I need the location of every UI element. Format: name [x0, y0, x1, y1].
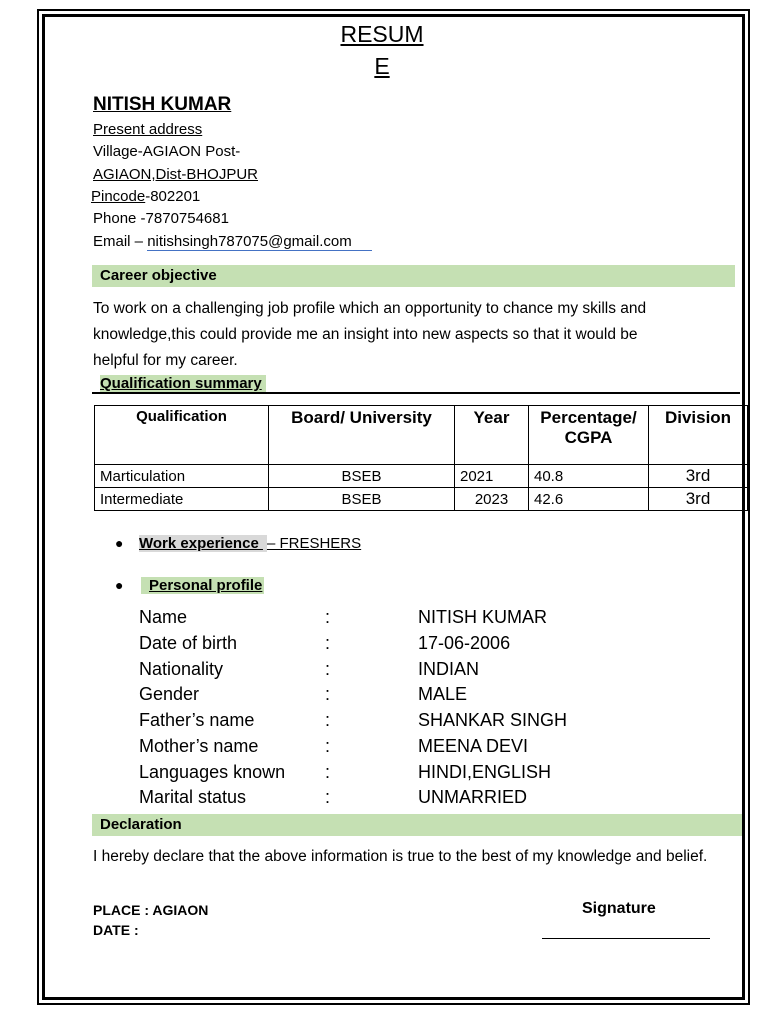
qualification-summary-heading-bar — [92, 374, 740, 394]
address-line2: AGIAON,Dist-BHOJPUR — [93, 166, 259, 183]
table-row — [95, 488, 748, 511]
personal-separator: : — [325, 633, 331, 653]
cell-percentage: 40.8 — [529, 465, 649, 488]
resume-title-line1: RESUM — [340, 21, 424, 47]
pincode-label: Pincode — [91, 188, 146, 205]
personal-label: Nationality — [139, 659, 224, 679]
header-percentage: Percentage/ CGPA — [529, 406, 649, 465]
career-objective-band — [92, 265, 735, 287]
cell-division: 3rd — [649, 488, 748, 511]
personal-separator: : — [325, 710, 331, 730]
bullet-icon: ● — [115, 577, 124, 593]
header-board: Board/ University — [269, 406, 455, 465]
personal-value: SHANKAR SINGH — [418, 710, 568, 730]
personal-value: 17-06-2006 — [418, 633, 511, 653]
cell-year: 2021 — [455, 465, 529, 488]
signature-label: Signature — [582, 900, 656, 917]
personal-value: INDIAN — [418, 659, 480, 679]
place: PLACE : AGIAON — [93, 902, 209, 918]
personal-separator: : — [325, 684, 331, 704]
qualification-table — [94, 405, 748, 511]
cell-qualification: Marticulation — [95, 465, 269, 488]
personal-label: Gender — [139, 684, 200, 704]
personal-label: Father’s name — [139, 710, 255, 730]
bullet-icon: ● — [115, 535, 124, 551]
cell-year: 2023 — [455, 488, 529, 511]
career-objective-text: To work on a challenging job profile which an opportunity to chance my skills and knowledge,this could provide me an insight into new aspects so that it would be helpful for my career. — [93, 300, 647, 369]
phone: Phone -7870754681 — [93, 210, 229, 227]
cell-board: BSEB — [269, 488, 455, 511]
header-division: Division — [649, 406, 748, 465]
date: DATE : — [93, 922, 139, 938]
personal-value: UNMARRIED — [418, 787, 528, 807]
cell-qualification: Intermediate — [95, 488, 269, 511]
personal-separator: : — [325, 659, 331, 679]
header-year: Year — [455, 406, 529, 465]
personal-value: HINDI,ENGLISH — [418, 762, 552, 782]
career-objective-heading: Career objective — [100, 267, 217, 284]
personal-value: NITISH KUMAR — [418, 607, 548, 627]
personal-separator: : — [325, 736, 331, 756]
pincode-value: -802201 — [145, 188, 201, 205]
work-experience — [139, 535, 361, 552]
personal-value: MEENA DEVI — [418, 736, 529, 756]
declaration-text: I hereby declare that the above information is true to the best of my knowledge and belief. — [93, 848, 708, 865]
personal-value: MALE — [418, 684, 468, 704]
personal-profile-heading: Personal profile — [141, 577, 264, 594]
qualification-header-row — [95, 406, 748, 465]
address-label: Present address — [93, 121, 203, 138]
email — [93, 232, 372, 252]
resume-title-line2: E — [374, 53, 390, 79]
personal-separator: : — [325, 607, 331, 627]
cell-board: BSEB — [269, 465, 455, 488]
declaration-heading: Declaration — [100, 816, 182, 833]
cell-percentage: 42.6 — [529, 488, 649, 511]
personal-label: Name — [139, 607, 188, 627]
email-label: Email – — [93, 233, 148, 250]
work-experience-label: Work experience — [139, 535, 267, 552]
email-link[interactable]: nitishsingh787075@gmail.com — [147, 233, 372, 251]
header-qualification: Qualification — [95, 406, 269, 465]
candidate-name: NITISH KUMAR — [93, 94, 232, 115]
personal-label: Languages known — [139, 762, 286, 782]
personal-label: Marital status — [139, 787, 247, 807]
declaration-band — [92, 814, 742, 836]
signature-line — [542, 938, 710, 939]
address-line1: Village-AGIAON Post- — [93, 143, 241, 160]
personal-label: Date of birth — [139, 633, 238, 653]
work-experience-value: – FRESHERS — [266, 535, 362, 552]
qualification-summary-heading: Qualification summary — [100, 375, 266, 392]
personal-separator: : — [325, 762, 331, 782]
pincode — [91, 187, 200, 207]
cell-division: 3rd — [649, 465, 748, 488]
personal-label: Mother’s name — [139, 736, 259, 756]
personal-separator: : — [325, 787, 331, 807]
table-row — [95, 465, 748, 488]
